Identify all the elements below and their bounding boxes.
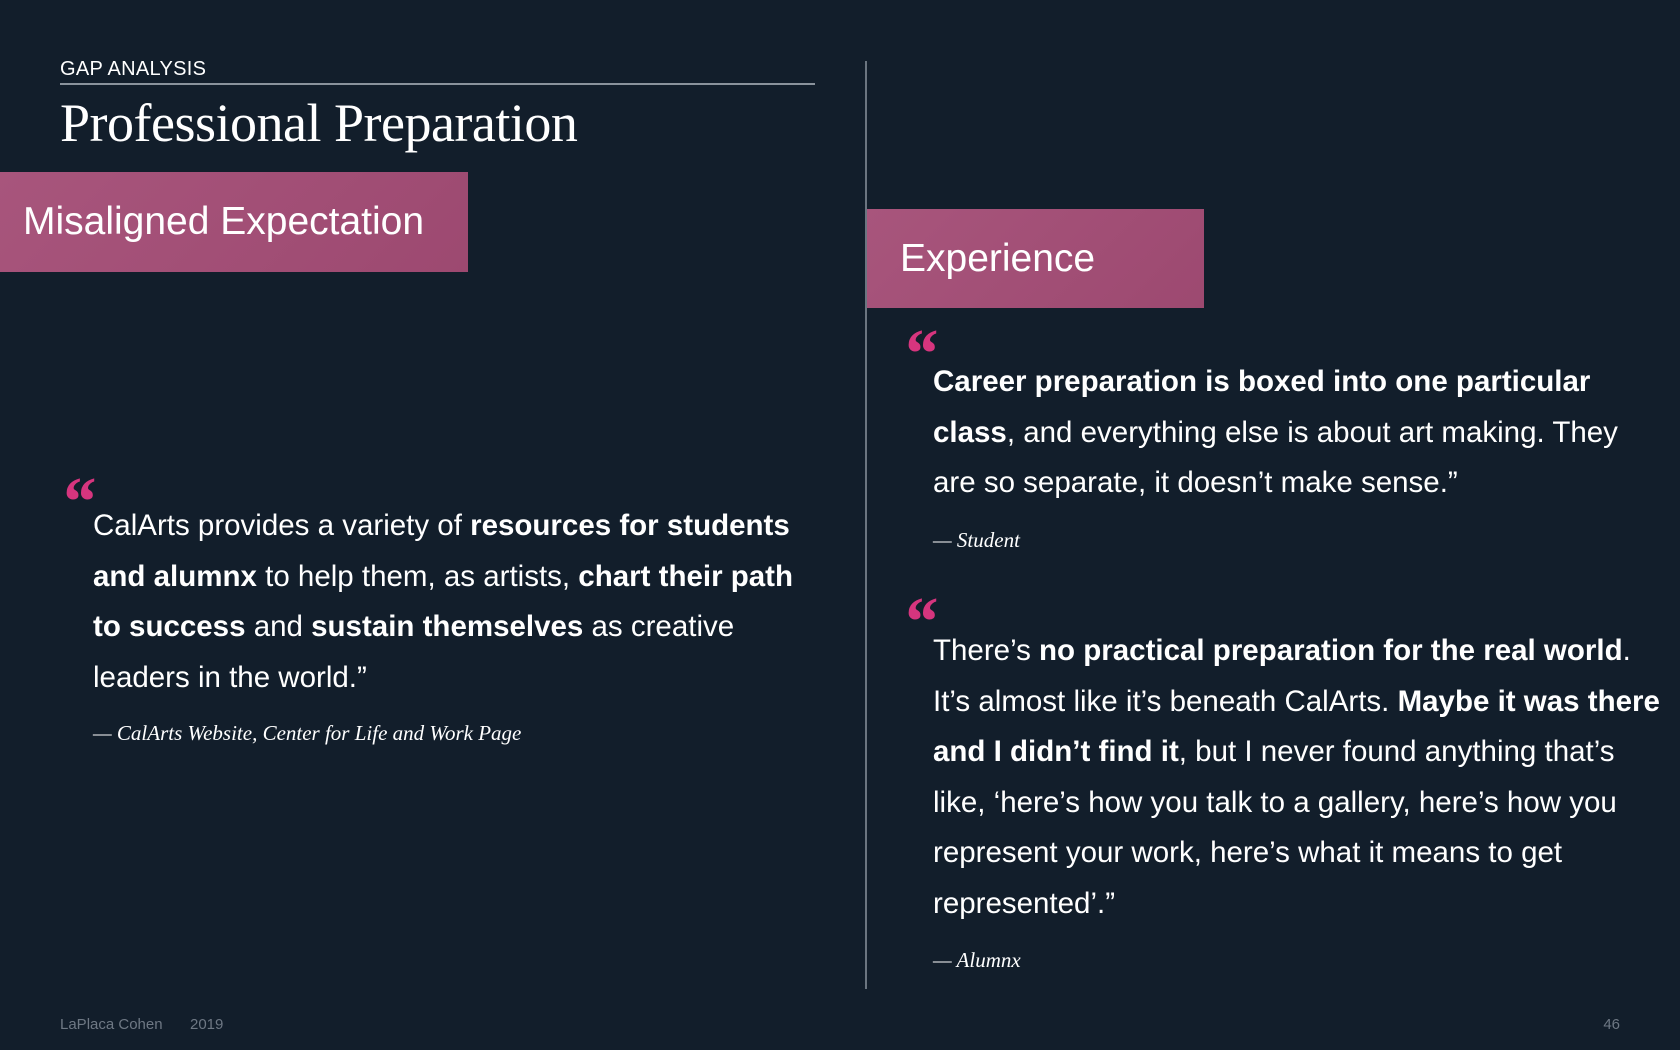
quote-text: CalArts provides a variety of [93, 509, 471, 542]
tag-label: Misaligned Expectation [23, 200, 425, 243]
quote-mark-icon: “ [60, 464, 95, 541]
page-number: 46 [1603, 1016, 1620, 1033]
alumnx-quote-attribution: — Alumnx [933, 948, 1021, 972]
quote-text: as creative leaders in the world.” [93, 610, 735, 694]
quote-mark-icon: “ [902, 316, 937, 393]
experience-tag [867, 209, 1204, 308]
quote-emphasis: Maybe it was there and I didn’t find it [933, 684, 1660, 768]
website-quote [93, 501, 828, 703]
footer-year: 2019 [190, 1016, 224, 1033]
quote-text: There’s [933, 634, 1040, 667]
quote-text: and [245, 610, 312, 643]
page-title: Professional Preparation [60, 93, 578, 153]
quote-emphasis: resources for students and alumnx [93, 509, 790, 593]
section-label: GAP ANALYSIS [60, 58, 207, 80]
section-rule [60, 83, 815, 85]
website-quote-attribution: — CalArts Website, Center for Life and Work Page [93, 721, 522, 745]
quote-text: to help them, as artists, [256, 559, 579, 593]
misaligned-expectation-tag [0, 172, 468, 272]
tag-label: Experience [900, 236, 1096, 280]
quote-text: . It’s almost like it’s beneath CalArts. [933, 634, 1631, 718]
quote-emphasis: no practical preparation for the real world [1039, 634, 1623, 667]
footer-company: LaPlaca Cohen [60, 1016, 163, 1033]
column-divider [865, 61, 867, 989]
quote-mark-icon: “ [902, 584, 937, 661]
student-quote [933, 357, 1645, 509]
quote-text: , and everything else is about art making. They are so separate, it doesn’t make sense.” [933, 415, 1618, 499]
quote-text: , but I never found anything that’s like, ‘here’s how you talk to a gallery, here’s how you represent your work, here’s what it means to get represented’.” [933, 735, 1617, 920]
quote-emphasis: chart their path to success [93, 559, 794, 643]
quote-emphasis: sustain themselves [311, 610, 584, 643]
alumnx-quote [933, 626, 1663, 929]
quote-emphasis: Career preparation is boxed into one particular class [933, 365, 1591, 449]
student-quote-attribution: — Student [933, 528, 1020, 552]
